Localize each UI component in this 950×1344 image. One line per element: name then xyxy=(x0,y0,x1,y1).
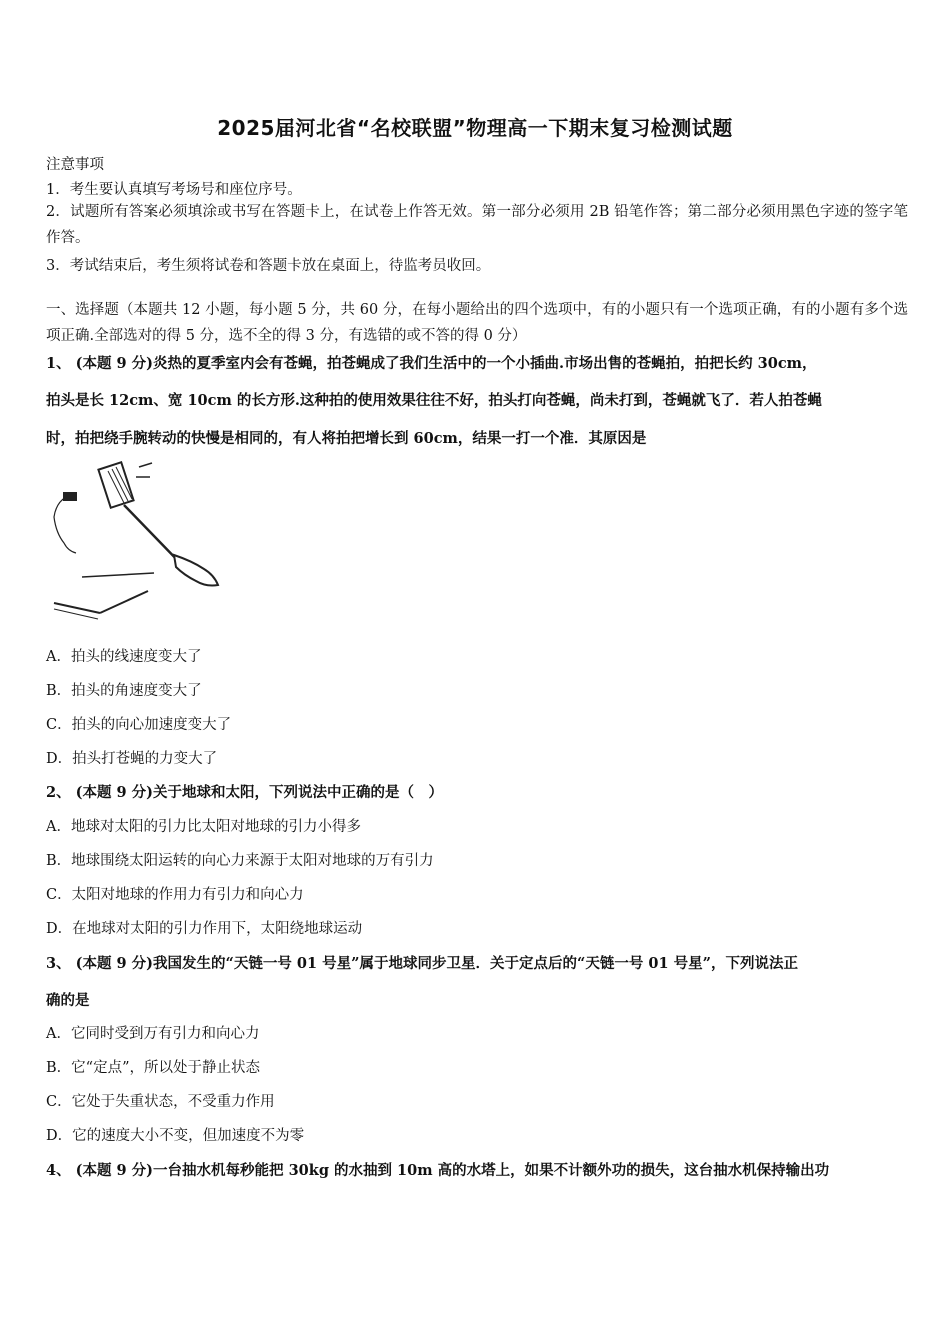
section-heading: 一、选择题（本题共 12 小题，每小题 5 分，共 60 分，在每小题给出的四个选项中，有的小题只有一个选项正确，有的小题有多个选项正确.全部选对的得 5 分，选不全的得 3 分，有选错的或不答的得 0 分） xyxy=(46,302,908,344)
notice-item-1: 1．考生要认真填写考场号和座位序号。 xyxy=(46,182,302,198)
q2-option-d[interactable]: D．在地球对太阳的引力作用下，太阳绕地球运动 xyxy=(46,921,363,937)
q1-line-3: 时，拍把绕手腕转动的快慢是相同的，有人将拍把增长到 60cm，结果一打一个准．其原因是 xyxy=(46,430,647,447)
q1-option-b[interactable]: B．拍头的角速度变大了 xyxy=(46,683,202,699)
notice-heading: 注意事项 xyxy=(46,157,104,173)
q3-option-b[interactable]: B．它“定点”，所以处于静止状态 xyxy=(46,1060,260,1076)
q4-line-1: 4、 (本题 9 分)一台抽水机每秒能把 30kg 的水抽到 10m 高的水塔上，如果不计额外功的损失，这台抽水机保持输出功 xyxy=(46,1162,830,1179)
q3-option-c[interactable]: C．它处于失重状态，不受重力作用 xyxy=(46,1094,275,1110)
q1-option-c[interactable]: C．拍头的向心加速度变大了 xyxy=(46,717,232,733)
q2-option-b[interactable]: B．地球围绕太阳运转的向心力来源于太阳对地球的万有引力 xyxy=(46,853,434,869)
q1-line-1: 1、 (本题 9 分)炎热的夏季室内会有苍蝇，拍苍蝇成了我们生活中的一个小插曲.市场出售的苍蝇拍，拍把长约 30cm， xyxy=(46,355,817,372)
notice-item-2: 2．试题所有答案必须填涂或书写在答题卡上，在试卷上作答无效。第一部分必须用 2B 铅笔作答；第二部分必须用黑色字迹的签字笔作答。 xyxy=(46,204,908,246)
q2-stem: 2、 (本题 9 分)关于地球和太阳，下列说法中正确的是（ ） xyxy=(46,784,444,801)
q2-option-c[interactable]: C．太阳对地球的作用力有引力和向心力 xyxy=(46,887,304,903)
q3-option-a[interactable]: A．它同时受到万有引力和向心力 xyxy=(46,1026,260,1042)
q1-option-d[interactable]: D．拍头打苍蝇的力变大了 xyxy=(46,751,218,767)
q3-line-1: 3、 (本题 9 分)我国发生的“天链一号 01 号星”属于地球同步卫星．关于定点后的“天链一号 01 号星”，下列说法正 xyxy=(46,955,798,972)
fly-swatter-figure xyxy=(44,455,229,625)
q3-option-d[interactable]: D．它的速度大小不变，但加速度不为零 xyxy=(46,1128,305,1144)
page-title: 2025届河北省“名校联盟”物理高一下期末复习检测试题 xyxy=(217,116,733,140)
q1-option-a[interactable]: A．拍头的线速度变大了 xyxy=(46,649,202,665)
q2-option-a[interactable]: A．地球对太阳的引力比太阳对地球的引力小得多 xyxy=(46,819,361,835)
notice-item-3: 3．考试结束后，考生须将试卷和答题卡放在桌面上，待监考员收回。 xyxy=(46,258,491,274)
q3-line-2: 确的是 xyxy=(46,992,90,1009)
q1-line-2: 拍头是长 12cm、宽 10cm 的长方形.这种拍的使用效果往往不好，拍头打向苍蝇，尚未打到，苍蝇就飞了．若人拍苍蝇 xyxy=(46,392,822,409)
